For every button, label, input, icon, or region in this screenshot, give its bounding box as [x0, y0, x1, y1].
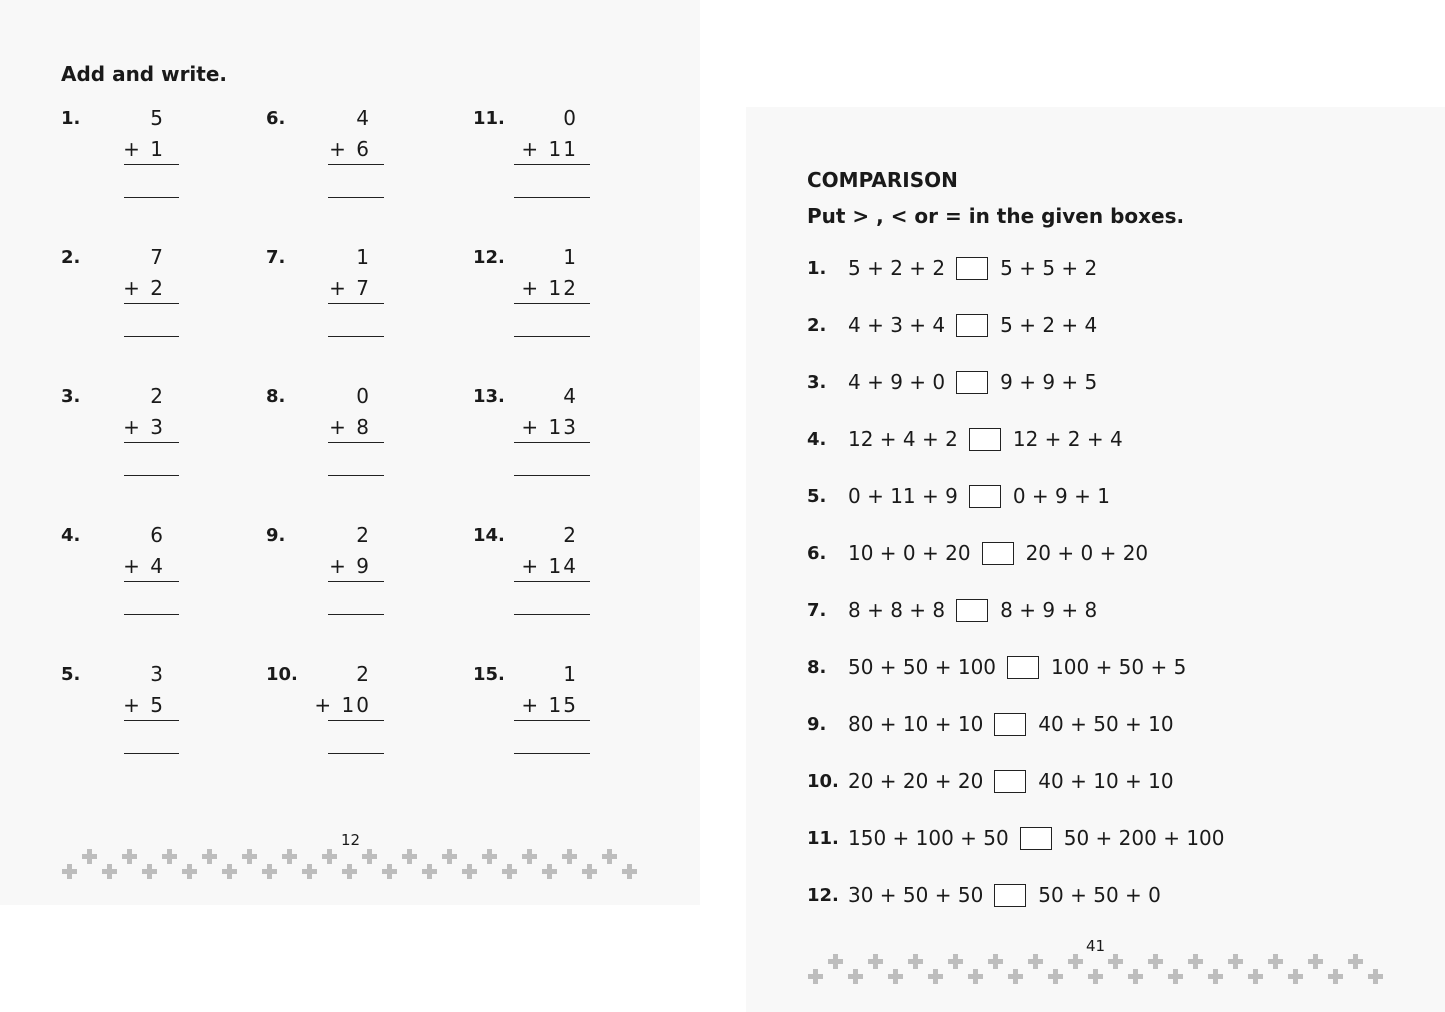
plus-icon [582, 864, 597, 879]
plus-icon [162, 849, 177, 864]
plus-icon [462, 864, 477, 879]
plus-icon [402, 849, 417, 864]
plus-icon [242, 849, 257, 864]
addend-top: 3 [150, 662, 165, 686]
plus-icon [988, 954, 1003, 969]
addend-top: 0 [563, 106, 578, 130]
left-expression: 20 + 20 + 20 [848, 769, 984, 793]
plus-icon [1248, 969, 1263, 984]
page-title: Add and write. [61, 62, 228, 86]
comparison-item [807, 825, 1225, 851]
comparison-item [807, 312, 1097, 338]
addend-bottom: + 4 [123, 554, 165, 578]
answer-box[interactable] [956, 257, 988, 280]
plus-icon [442, 849, 457, 864]
addend-bottom: + 3 [123, 415, 165, 439]
answer-blank[interactable] [124, 475, 179, 476]
addend-bottom: + 7 [329, 276, 371, 300]
answer-box[interactable] [994, 884, 1026, 907]
right-expression: 100 + 50 + 5 [1051, 655, 1187, 679]
left-expression: 12 + 4 + 2 [848, 427, 958, 451]
sum-line [124, 720, 179, 721]
addend-bottom: + 13 [521, 415, 578, 439]
plus-icon [302, 864, 317, 879]
sum-line [124, 442, 179, 443]
comparison-item [807, 483, 1110, 509]
question-number: 9. [807, 713, 827, 735]
right-expression: 0 + 9 + 1 [1012, 484, 1110, 508]
question-number: 14. [473, 525, 505, 546]
plus-icon [908, 954, 923, 969]
answer-box[interactable] [1020, 827, 1052, 850]
answer-box[interactable] [994, 713, 1026, 736]
question-number: 12. [473, 247, 505, 268]
plus-icon [342, 864, 357, 879]
comparison-item [807, 882, 1161, 908]
plus-icon [382, 864, 397, 879]
plus-icon [1368, 969, 1383, 984]
question-number: 5. [61, 664, 81, 685]
question-number: 10. [807, 770, 839, 792]
left-expression: 4 + 3 + 4 [848, 313, 946, 337]
right-expression: 8 + 9 + 8 [1000, 598, 1098, 622]
answer-box[interactable] [956, 371, 988, 394]
addend-top: 2 [356, 662, 371, 686]
right-expression: 40 + 50 + 10 [1038, 712, 1174, 736]
right-expression: 9 + 9 + 5 [1000, 370, 1098, 394]
question-number: 12. [807, 884, 839, 906]
question-number: 9. [266, 525, 286, 546]
plus-icon [1048, 969, 1063, 984]
question-number: 11. [807, 827, 839, 849]
addend-top: 0 [356, 384, 371, 408]
comparison-item [807, 711, 1174, 737]
question-number: 6. [807, 542, 827, 564]
plus-icon [1268, 954, 1283, 969]
left-expression: 80 + 10 + 10 [848, 712, 984, 736]
question-number: 2. [807, 314, 827, 336]
question-number: 1. [61, 108, 81, 129]
comparison-item [807, 540, 1148, 566]
plus-icon [1088, 969, 1103, 984]
answer-blank[interactable] [514, 336, 590, 337]
plus-icon [1068, 954, 1083, 969]
addend-top: 1 [356, 245, 371, 269]
addend-bottom: + 1 [123, 137, 165, 161]
right-expression: 12 + 2 + 4 [1012, 427, 1123, 451]
worksheet-page-left [0, 0, 700, 905]
answer-blank[interactable] [328, 753, 384, 754]
addend-top: 6 [150, 523, 165, 547]
answer-box[interactable] [982, 542, 1014, 565]
addend-bottom: + 10 [314, 693, 371, 717]
addend-bottom: + 15 [521, 693, 578, 717]
addend-top: 1 [563, 245, 578, 269]
plus-icon [1148, 954, 1163, 969]
right-expression: 50 + 50 + 0 [1038, 883, 1161, 907]
answer-blank[interactable] [124, 336, 179, 337]
plus-icon [142, 864, 157, 879]
sum-line [328, 581, 384, 582]
left-expression: 8 + 8 + 8 [848, 598, 946, 622]
plus-icon [1348, 954, 1363, 969]
question-number: 7. [807, 599, 827, 621]
question-number: 4. [807, 428, 827, 450]
addend-bottom: + 14 [521, 554, 578, 578]
plus-icon [808, 969, 823, 984]
plus-icon [1108, 954, 1123, 969]
left-expression: 150 + 100 + 50 [848, 826, 1009, 850]
sum-line [514, 303, 590, 304]
plus-icon [968, 969, 983, 984]
sum-line [328, 720, 384, 721]
answer-blank[interactable] [124, 197, 179, 198]
plus-icon [602, 849, 617, 864]
plus-icon [322, 849, 337, 864]
answer-blank[interactable] [328, 614, 384, 615]
comparison-item [807, 369, 1097, 395]
answer-box[interactable] [969, 485, 1001, 508]
answer-box[interactable] [956, 599, 988, 622]
addend-top: 2 [150, 384, 165, 408]
left-expression: 50 + 50 + 100 [848, 655, 997, 679]
plus-icon [422, 864, 437, 879]
addend-bottom: + 5 [123, 693, 165, 717]
plus-icon [482, 849, 497, 864]
question-number: 6. [266, 108, 286, 129]
addend-top: 4 [356, 106, 371, 130]
plus-icon [928, 969, 943, 984]
plus-icon [562, 849, 577, 864]
left-expression: 4 + 9 + 0 [848, 370, 946, 394]
sum-line [124, 303, 179, 304]
comparison-item [807, 255, 1097, 281]
plus-icon [502, 864, 517, 879]
plus-icon [1128, 969, 1143, 984]
question-number: 8. [807, 656, 827, 678]
addend-bottom: + 11 [521, 137, 578, 161]
answer-blank[interactable] [514, 753, 590, 754]
question-number: 5. [807, 485, 827, 507]
plus-icon [1008, 969, 1023, 984]
addend-top: 5 [150, 106, 165, 130]
sum-line [328, 164, 384, 165]
addend-top: 7 [150, 245, 165, 269]
right-expression: 40 + 10 + 10 [1038, 769, 1174, 793]
addend-bottom: + 6 [329, 137, 371, 161]
question-number: 4. [61, 525, 81, 546]
answer-blank[interactable] [328, 475, 384, 476]
comparison-item [807, 768, 1174, 794]
right-expression: 20 + 0 + 20 [1025, 541, 1149, 565]
comparison-item [807, 597, 1097, 623]
answer-box[interactable] [969, 428, 1001, 451]
left-expression: 10 + 0 + 20 [848, 541, 971, 565]
sum-line [514, 164, 590, 165]
addend-top: 2 [563, 523, 578, 547]
left-expression: 30 + 50 + 50 [848, 883, 984, 907]
right-expression: 5 + 5 + 2 [1000, 256, 1098, 280]
plus-icon [102, 864, 117, 879]
plus-icon [522, 849, 537, 864]
answer-blank[interactable] [328, 197, 384, 198]
sum-line [328, 303, 384, 304]
plus-icon [182, 864, 197, 879]
question-number: 15. [473, 664, 505, 685]
plus-icon [1208, 969, 1223, 984]
sum-line [514, 442, 590, 443]
comparison-item [807, 654, 1186, 680]
addend-top: 2 [356, 523, 371, 547]
plus-icon [1228, 954, 1243, 969]
plus-icon [62, 864, 77, 879]
addend-bottom: + 8 [329, 415, 371, 439]
plus-icon [1328, 969, 1343, 984]
addend-bottom: + 12 [521, 276, 578, 300]
sum-line [328, 442, 384, 443]
question-number: 13. [473, 386, 505, 407]
plus-icon [868, 954, 883, 969]
addend-top: 4 [563, 384, 578, 408]
sum-line [514, 581, 590, 582]
plus-icon [82, 849, 97, 864]
question-number: 7. [266, 247, 286, 268]
question-number: 3. [807, 371, 827, 393]
answer-blank[interactable] [124, 753, 179, 754]
answer-blank[interactable] [514, 197, 590, 198]
page-number: 12 [341, 831, 361, 849]
plus-icon [202, 849, 217, 864]
page-title: COMPARISON [807, 168, 958, 192]
plus-icon [828, 954, 843, 969]
answer-blank[interactable] [514, 475, 590, 476]
plus-icon [1308, 954, 1323, 969]
sum-line [124, 581, 179, 582]
question-number: 3. [61, 386, 81, 407]
plus-icon [122, 849, 137, 864]
question-number: 1. [807, 257, 827, 279]
answer-blank[interactable] [514, 614, 590, 615]
question-number: 11. [473, 108, 505, 129]
right-expression: 5 + 2 + 4 [1000, 313, 1098, 337]
plus-icon [948, 954, 963, 969]
plus-icon [1288, 969, 1303, 984]
plus-icon [1168, 969, 1183, 984]
plus-icon [622, 864, 637, 879]
plus-icon [1028, 954, 1043, 969]
addend-bottom: + 2 [123, 276, 165, 300]
plus-icon [1188, 954, 1203, 969]
answer-blank[interactable] [328, 336, 384, 337]
question-number: 10. [266, 664, 298, 685]
sum-line [514, 720, 590, 721]
answer-box[interactable] [994, 770, 1026, 793]
answer-box[interactable] [956, 314, 988, 337]
instruction-text: Put > , < or = in the given boxes. [807, 204, 1185, 228]
plus-icon [888, 969, 903, 984]
worksheet-page-right [746, 107, 1445, 1012]
comparison-item [807, 426, 1123, 452]
sum-line [124, 164, 179, 165]
plus-icon [222, 864, 237, 879]
plus-icon [282, 849, 297, 864]
page-number: 41 [1086, 937, 1106, 955]
plus-icon [848, 969, 863, 984]
addend-bottom: + 9 [329, 554, 371, 578]
right-expression: 50 + 200 + 100 [1063, 826, 1225, 850]
left-expression: 0 + 11 + 9 [848, 484, 958, 508]
answer-blank[interactable] [124, 614, 179, 615]
plus-icon [542, 864, 557, 879]
addend-top: 1 [563, 662, 578, 686]
left-expression: 5 + 2 + 2 [848, 256, 946, 280]
question-number: 2. [61, 247, 81, 268]
answer-box[interactable] [1007, 656, 1039, 679]
plus-icon [262, 864, 277, 879]
question-number: 8. [266, 386, 286, 407]
plus-icon [362, 849, 377, 864]
